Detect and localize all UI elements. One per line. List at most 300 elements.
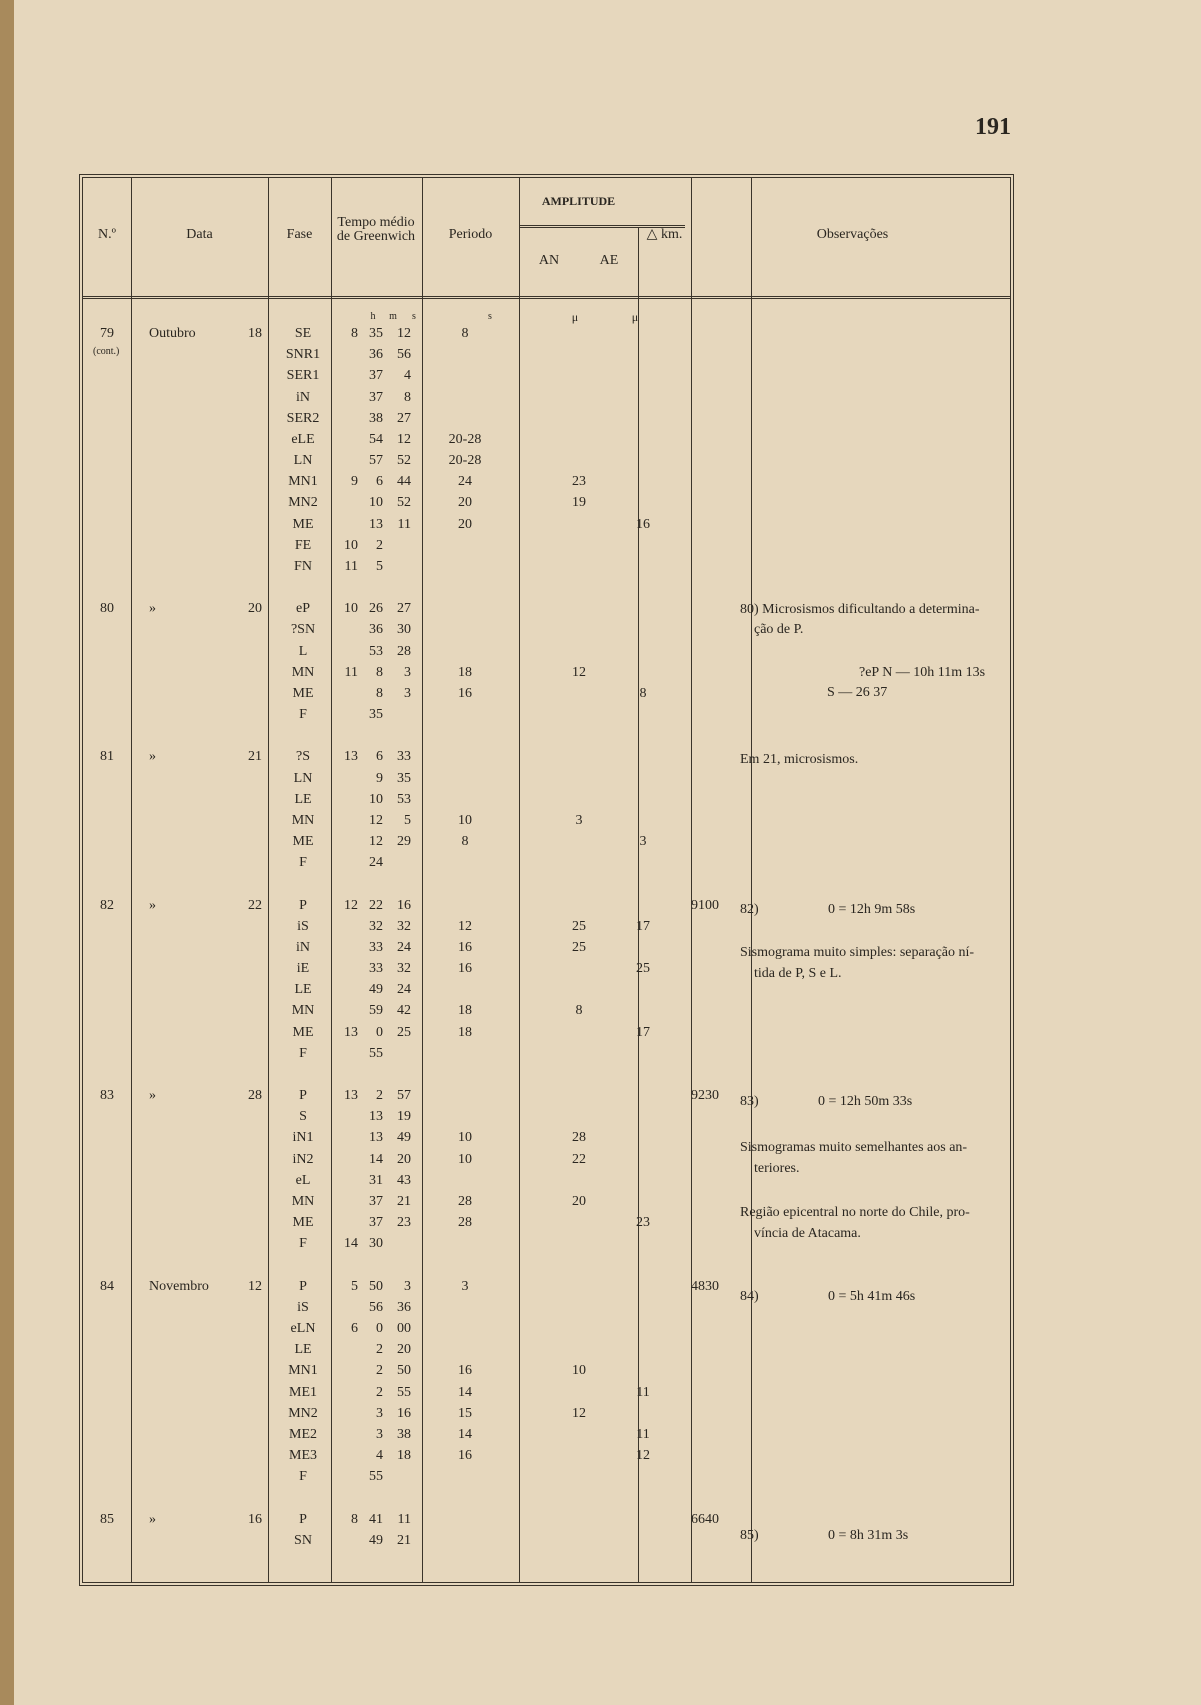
row-month: Novembro (149, 1278, 209, 1294)
row-minute: 54 (369, 431, 383, 447)
row-phase: FN (294, 558, 312, 574)
row-hour: 10 (344, 601, 358, 617)
row-minute: 8 (376, 685, 383, 701)
obs-80-line1: 80) Microsismos dificultando a determina- (740, 602, 980, 617)
table-row (83, 345, 1010, 366)
row-hour: 12 (344, 897, 358, 913)
table-row (83, 1319, 1010, 1340)
row-second: 16 (397, 897, 411, 913)
row-hour: 9 (351, 474, 358, 490)
unit-m: m (389, 311, 397, 322)
row-second: 32 (397, 918, 411, 934)
row-second: 12 (397, 326, 411, 341)
obs-80-line2: ção de P. (754, 622, 804, 637)
table-row (83, 324, 1010, 345)
row-phase: MN (291, 812, 315, 828)
row-minute: 36 (369, 622, 383, 638)
row-second: 42 (397, 1003, 411, 1019)
row-phase: iN2 (292, 1151, 314, 1167)
row-second: 19 (397, 1109, 411, 1125)
row-minute: 4 (376, 1448, 383, 1463)
row-phase: eLN (290, 1320, 316, 1336)
row-period: 16 (458, 1448, 472, 1463)
unit-mu-n: μ (571, 310, 579, 324)
obs-83-line1: Sismogramas muito semelhantes aos an- (740, 1140, 968, 1155)
row-minute: 5 (376, 558, 383, 574)
row-second: 8 (404, 389, 411, 405)
row-period: 16 (458, 939, 472, 955)
row-minute: 32 (369, 918, 383, 934)
row-second: 25 (397, 1024, 411, 1040)
row-number: 84 (100, 1278, 114, 1294)
row-minute: 2 (376, 1342, 383, 1358)
row-amplitude-n: 12 (572, 1405, 586, 1421)
row-second: 3 (404, 1278, 411, 1294)
row-second: 32 (397, 961, 411, 977)
row-minute: 2 (376, 1088, 383, 1104)
row-minute: 37 (369, 368, 383, 384)
row-phase: ME1 (289, 1384, 317, 1400)
row-amplitude-n: 8 (575, 1003, 583, 1019)
row-phase: iN (296, 389, 310, 405)
row-period: 10 (458, 1130, 472, 1146)
header-ae: AE (599, 253, 619, 268)
row-hour: 13 (344, 749, 358, 765)
row-second: 36 (397, 1299, 411, 1315)
row-phase: L (298, 643, 308, 659)
row-hour: 8 (351, 326, 358, 341)
row-distance: 6640 (691, 1511, 719, 1527)
row-period: 28 (458, 1215, 472, 1231)
row-month: Outubro (149, 326, 196, 341)
row-period: 14 (458, 1426, 472, 1442)
header-km: △ km. (646, 227, 683, 242)
row-second: 30 (397, 622, 411, 638)
row-phase: MN (291, 1003, 315, 1019)
row-period: 20-28 (448, 431, 482, 447)
row-minute: 33 (369, 961, 383, 977)
row-phase: ME (292, 1024, 314, 1040)
header-amplitude: AMPLITUDE (541, 194, 616, 208)
row-phase: P (299, 1088, 307, 1104)
obs-83-label: 83) (740, 1094, 759, 1109)
header-an: AN (538, 253, 560, 268)
table-row (83, 853, 1010, 874)
row-second: 27 (397, 410, 411, 426)
row-second: 28 (397, 643, 411, 659)
row-second: 3 (404, 664, 411, 680)
unit-mu-e: μ (631, 310, 639, 324)
row-day: 21 (248, 749, 262, 765)
row-phase: LN (293, 770, 313, 786)
row-minute: 3 (376, 1405, 383, 1421)
row-phase: F (299, 707, 307, 723)
row-second: 21 (397, 1193, 411, 1209)
row-phase: MN2 (288, 495, 318, 511)
table-row (83, 536, 1010, 557)
table-row (83, 620, 1010, 641)
row-hour: 11 (344, 664, 358, 680)
header-observacoes: Observações (816, 227, 889, 242)
table-row (83, 1234, 1010, 1255)
row-minute: 59 (369, 1003, 383, 1019)
row-minute: 37 (369, 389, 383, 405)
row-day: 18 (248, 326, 262, 341)
row-minute: 2 (376, 537, 383, 553)
table-row (83, 917, 1010, 938)
row-phase: LE (294, 1342, 312, 1358)
row-phase: MN (291, 664, 315, 680)
row-minute: 55 (369, 1469, 383, 1485)
row-phase: ME (292, 1215, 314, 1231)
row-period: 20 (458, 495, 472, 511)
row-phase: LN (293, 453, 313, 469)
row-minute: 35 (369, 707, 383, 723)
row-minute: 37 (369, 1215, 383, 1231)
obs-85-label: 85) (740, 1528, 759, 1543)
row-amplitude-e: 25 (636, 961, 650, 977)
row-second: 43 (397, 1172, 411, 1188)
obs-80-line3: ?eP N — 10h 11m 13s (859, 665, 986, 680)
row-minute: 31 (369, 1172, 383, 1188)
row-amplitude-e: 16 (636, 516, 650, 532)
table-row (83, 1404, 1010, 1425)
row-month: » (149, 1511, 156, 1527)
table-row (83, 832, 1010, 853)
row-second: 21 (397, 1532, 411, 1548)
row-amplitude-n: 3 (575, 812, 583, 828)
row-distance: 9230 (691, 1088, 719, 1104)
row-period: 18 (458, 1003, 472, 1019)
row-amplitude-n: 25 (572, 939, 586, 955)
seismic-table (79, 174, 1014, 1586)
row-phase: ME2 (289, 1426, 317, 1442)
header-fase: Fase (286, 227, 313, 242)
obs-83-origin: 0 = 12h 50m 33s (818, 1094, 913, 1109)
row-phase: P (299, 1511, 307, 1527)
row-second: 24 (397, 982, 411, 998)
row-period: 24 (458, 474, 472, 490)
row-period: 16 (458, 961, 472, 977)
header-tempo: Tempo médio de Greenwich (336, 215, 416, 244)
table-row (83, 472, 1010, 493)
row-minute: 30 (369, 1236, 383, 1252)
row-minute: 36 (369, 347, 383, 363)
row-distance: 4830 (691, 1278, 719, 1294)
row-phase: SE (294, 326, 312, 341)
table-row (83, 1446, 1010, 1467)
row-minute: 0 (376, 1024, 383, 1040)
row-minute: 33 (369, 939, 383, 955)
row-distance: 9100 (691, 897, 719, 913)
page-number: 191 (975, 114, 1011, 140)
row-phase: SER1 (286, 368, 320, 384)
row-second: 4 (404, 368, 411, 384)
table-row (83, 493, 1010, 514)
row-number: 82 (100, 897, 114, 913)
row-number: 79 (100, 326, 114, 341)
row-month: » (149, 749, 156, 765)
row-number: 85 (100, 1511, 114, 1527)
row-amplitude-n: 23 (572, 474, 586, 490)
row-phase: ME3 (289, 1448, 317, 1463)
row-minute: 38 (369, 410, 383, 426)
table-row (83, 1340, 1010, 1361)
table-row (83, 1171, 1010, 1192)
row-phase: FE (294, 537, 312, 553)
row-second: 52 (397, 495, 411, 511)
row-amplitude-e: 11 (636, 1384, 650, 1400)
row-phase: LE (294, 982, 312, 998)
row-minute: 6 (376, 474, 383, 490)
row-minute: 3 (376, 1426, 383, 1442)
table-row (83, 1023, 1010, 1044)
row-second: 23 (397, 1215, 411, 1231)
row-phase: eL (295, 1172, 311, 1188)
table-row (83, 1425, 1010, 1446)
table-row (83, 769, 1010, 790)
row-phase: S (299, 1109, 307, 1125)
row-hour: 8 (351, 1511, 358, 1527)
obs-84-origin: 0 = 5h 41m 46s (828, 1289, 916, 1304)
row-hour: 5 (351, 1278, 358, 1294)
obs-82-origin: 0 = 12h 9m 58s (828, 902, 916, 917)
unit-s: s (412, 311, 416, 322)
row-phase: F (299, 1045, 307, 1061)
table-row (83, 811, 1010, 832)
row-day: 22 (248, 897, 262, 913)
row-month: » (149, 601, 156, 617)
row-day: 28 (248, 1088, 262, 1104)
book-binding-edge (0, 0, 14, 1705)
row-minute: 56 (369, 1299, 383, 1315)
row-period: 3 (461, 1278, 469, 1294)
row-minute: 12 (369, 834, 383, 850)
row-minute: 35 (369, 326, 383, 341)
table-row (83, 430, 1010, 451)
row-period: 8 (461, 834, 469, 850)
table-row (83, 515, 1010, 536)
obs-81-line1: Em 21, microsismos. (740, 752, 859, 767)
row-second: 38 (397, 1426, 411, 1442)
row-phase: iS (297, 918, 309, 934)
row-period: 28 (458, 1193, 472, 1209)
row-second: 33 (397, 749, 411, 765)
row-second: 20 (397, 1151, 411, 1167)
row-minute: 13 (369, 1109, 383, 1125)
row-number: 81 (100, 749, 114, 765)
row-minute: 24 (369, 855, 383, 871)
row-amplitude-e: 17 (636, 918, 650, 934)
unit-period: s (488, 311, 492, 322)
row-second: 20 (397, 1342, 411, 1358)
row-second: 27 (397, 601, 411, 617)
row-phase: SER2 (286, 410, 320, 426)
row-month: » (149, 1088, 156, 1104)
table-row (83, 959, 1010, 980)
row-period: 20 (458, 516, 472, 532)
row-amplitude-e: 12 (636, 1448, 650, 1463)
row-hour: 13 (344, 1088, 358, 1104)
row-hour: 11 (344, 558, 358, 574)
row-minute: 10 (369, 495, 383, 511)
row-period: 10 (458, 1151, 472, 1167)
row-second: 35 (397, 770, 411, 786)
row-second: 5 (404, 812, 411, 828)
row-phase: iN1 (292, 1130, 314, 1146)
row-phase: SN (294, 1532, 312, 1548)
row-phase: eP (296, 601, 310, 617)
row-amplitude-n: 22 (572, 1151, 586, 1167)
row-day: 16 (248, 1511, 262, 1527)
table-row (83, 1383, 1010, 1404)
row-phase: MN1 (288, 474, 318, 490)
row-period: 15 (458, 1405, 472, 1421)
row-second: 11 (397, 516, 411, 532)
row-minute: 53 (369, 643, 383, 659)
row-phase: P (299, 897, 307, 913)
table-row (83, 1361, 1010, 1382)
header-rule (83, 296, 1010, 299)
row-minute: 0 (376, 1320, 383, 1336)
row-second: 53 (397, 791, 411, 807)
row-amplitude-n: 10 (572, 1363, 586, 1379)
row-second: 49 (397, 1130, 411, 1146)
row-second: 00 (397, 1320, 411, 1336)
row-minute: 14 (369, 1151, 383, 1167)
row-period: 16 (458, 685, 472, 701)
row-phase: iN (296, 939, 310, 955)
row-phase: ?SN (290, 622, 316, 638)
row-phase: MN1 (288, 1363, 318, 1379)
row-phase: F (299, 855, 307, 871)
row-hour: 10 (344, 537, 358, 553)
row-second: 18 (397, 1448, 411, 1463)
row-amplitude-n: 20 (572, 1193, 586, 1209)
row-amplitude-e: 17 (636, 1024, 650, 1040)
row-period: 12 (458, 918, 472, 934)
table-row (83, 790, 1010, 811)
table-row (83, 388, 1010, 409)
row-minute: 37 (369, 1193, 383, 1209)
row-minute: 8 (376, 664, 383, 680)
header-periodo: Periodo (448, 227, 493, 242)
row-minute: 10 (369, 791, 383, 807)
unit-h: h (370, 311, 376, 322)
row-minute: 57 (369, 453, 383, 469)
row-minute: 49 (369, 982, 383, 998)
row-minute: 26 (369, 601, 383, 617)
row-minute: 22 (369, 897, 383, 913)
row-period: 18 (458, 1024, 472, 1040)
obs-85-origin: 0 = 8h 31m 3s (828, 1528, 909, 1543)
obs-82-label: 82) (740, 902, 759, 917)
row-phase: eLE (291, 431, 315, 447)
table-row (83, 366, 1010, 387)
continuation-label: (cont.) (93, 346, 120, 357)
header-data: Data (186, 227, 213, 242)
table-row (83, 1107, 1010, 1128)
row-second: 50 (397, 1363, 411, 1379)
obs-83-line2: teriores. (754, 1161, 800, 1176)
row-second: 52 (397, 453, 411, 469)
row-period: 20-28 (448, 453, 482, 469)
row-amplitude-e: 3 (639, 834, 647, 850)
row-phase: F (299, 1236, 307, 1252)
row-phase: iE (296, 961, 310, 977)
obs-82-line1: Sismograma muito simples: separação ní- (740, 945, 975, 960)
row-day: 20 (248, 601, 262, 617)
table-row (83, 705, 1010, 726)
row-amplitude-e: 11 (636, 1426, 650, 1442)
row-period: 10 (458, 812, 472, 828)
row-phase: ME (292, 685, 314, 701)
obs-82-line2: tida de P, S e L. (754, 966, 842, 981)
row-second: 12 (397, 431, 411, 447)
table-row (83, 747, 1010, 768)
row-period: 8 (461, 326, 469, 341)
row-period: 16 (458, 1363, 472, 1379)
table-row (83, 1467, 1010, 1488)
row-phase: ?S (296, 749, 310, 765)
row-phase: P (299, 1278, 307, 1294)
row-phase: MN2 (288, 1405, 318, 1421)
row-minute: 6 (376, 749, 383, 765)
row-month: » (149, 897, 156, 913)
row-second: 3 (404, 685, 411, 701)
obs-84-label: 84) (740, 1289, 759, 1304)
row-minute: 2 (376, 1384, 383, 1400)
row-minute: 13 (369, 516, 383, 532)
row-minute: 50 (369, 1278, 383, 1294)
row-phase: F (299, 1469, 307, 1485)
header-no: N.º (98, 227, 116, 242)
table-row (83, 980, 1010, 1001)
row-second: 29 (397, 834, 411, 850)
row-phase: ME (292, 834, 314, 850)
obs-83-line3: Região epicentral no norte do Chile, pro- (740, 1205, 970, 1220)
row-minute: 13 (369, 1130, 383, 1146)
row-minute: 9 (376, 770, 383, 786)
row-amplitude-n: 28 (572, 1130, 586, 1146)
row-minute: 55 (369, 1045, 383, 1061)
row-number: 83 (100, 1088, 114, 1104)
row-phase: MN (291, 1193, 315, 1209)
row-period: 18 (458, 664, 472, 680)
table-row (83, 1001, 1010, 1022)
row-minute: 49 (369, 1532, 383, 1548)
obs-83-line4: víncia de Atacama. (754, 1226, 861, 1241)
row-hour: 14 (344, 1236, 358, 1252)
row-second: 11 (397, 1511, 411, 1527)
row-number: 80 (100, 601, 114, 617)
row-minute: 12 (369, 812, 383, 828)
table-row (83, 409, 1010, 430)
row-phase: SNR1 (285, 347, 321, 363)
row-second: 57 (397, 1088, 411, 1104)
row-day: 12 (248, 1278, 262, 1294)
obs-80-line4: S — 26 37 (827, 685, 888, 700)
row-amplitude-n: 25 (572, 918, 586, 934)
row-phase: LE (294, 791, 312, 807)
row-second: 24 (397, 939, 411, 955)
row-amplitude-n: 19 (572, 495, 586, 511)
row-amplitude-e: 8 (639, 685, 647, 701)
row-amplitude-n: 12 (572, 664, 586, 680)
table-row (83, 642, 1010, 663)
row-period: 14 (458, 1384, 472, 1400)
row-phase: ME (292, 516, 314, 532)
